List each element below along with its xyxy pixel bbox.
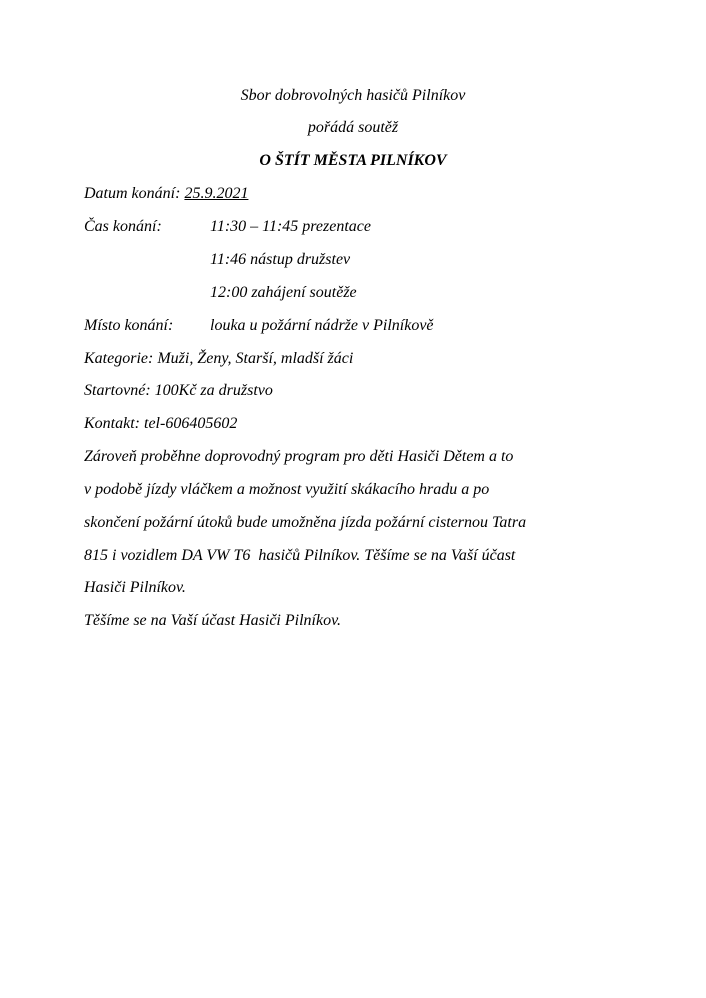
organizer-line: Sbor dobrovolných hasičů Pilníkov — [240, 87, 466, 104]
paragraph-line: skončení požární útoků bude umožněna jízda požární cisternou Tatra — [84, 514, 527, 531]
paragraph-line: Zároveň proběhne doprovodný program pro děti Hasiči Dětem a to — [84, 448, 514, 465]
time-label: Čas konání: — [84, 218, 162, 235]
category-line: Kategorie: Muži, Ženy, Starší, mladší žáci — [84, 350, 354, 367]
paragraph-line: v podobě jízdy vláčkem a možnost využití skákacího hradu a po — [84, 481, 490, 498]
announces-line: pořádá soutěž — [307, 119, 399, 136]
contact-line: Kontakt: tel-606405602 — [84, 415, 238, 432]
paragraph-line: Hasiči Pilníkov. — [84, 579, 186, 596]
place-label: Místo konání: — [84, 317, 174, 334]
time-item-registration: 11:30 – 11:45 prezentace — [210, 218, 371, 235]
place-value: louka u požární nádrže v Pilníkově — [210, 317, 434, 334]
time-item-lineup: 11:46 nástup družstev — [210, 251, 351, 268]
time-item-start: 12:00 zahájení soutěže — [210, 284, 357, 301]
event-title: O ŠTÍT MĚSTA PILNÍKOV — [259, 152, 447, 169]
date-value: 25.9.2021 — [184, 185, 249, 202]
closing-line: Těšíme se na Vaší účast Hasiči Pilníkov. — [84, 612, 341, 629]
paragraph-line: 815 i vozidlem DA VW T6 hasičů Pilníkov. Těšíme se na Vaší účast — [84, 547, 516, 564]
date-label: Datum konání: — [84, 185, 185, 202]
date-row — [84, 184, 248, 204]
fee-line: Startovné: 100Kč za družstvo — [84, 382, 273, 399]
